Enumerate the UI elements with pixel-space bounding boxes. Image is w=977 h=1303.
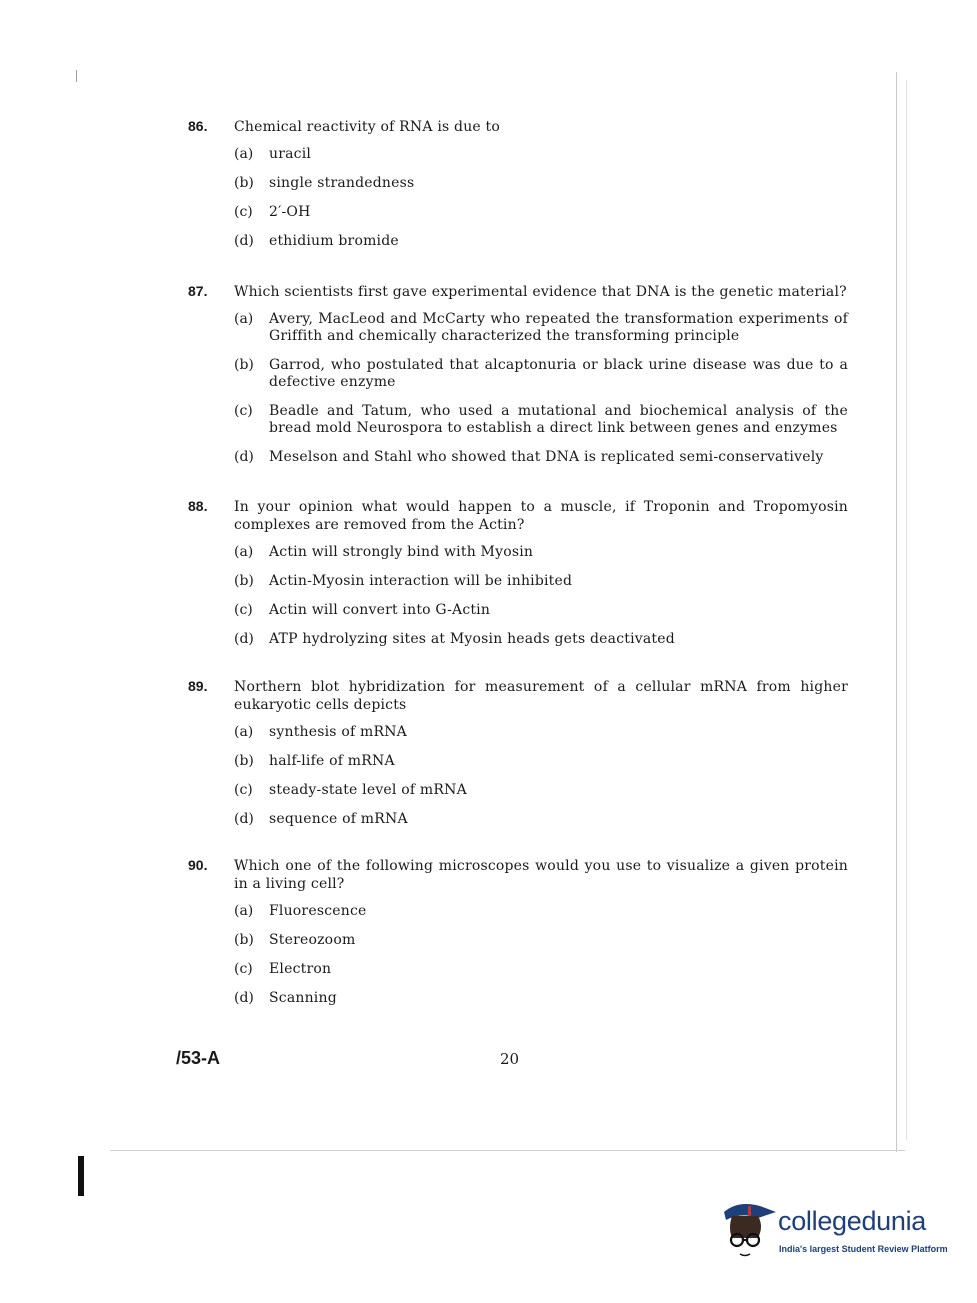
option-list — [234, 903, 848, 1007]
option-text: steady-state level of mRNA — [269, 782, 467, 798]
option-a — [234, 903, 848, 920]
question-text: Which scientists first gave experimental evidence that DNA is the genetic material? — [234, 284, 847, 300]
option-text: uracil — [269, 146, 312, 162]
option-b — [234, 753, 848, 770]
option-list — [234, 724, 848, 828]
option-text: Actin-Myosin interaction will be inhibited — [269, 573, 573, 589]
student-mascot-icon — [718, 1198, 778, 1264]
question-number: 86. — [188, 118, 208, 134]
question-number: 89. — [188, 678, 208, 694]
option-a — [234, 544, 848, 561]
paper-code: /53-A — [176, 1048, 221, 1068]
option-d — [234, 233, 848, 250]
option-label: (c) — [234, 403, 253, 419]
option-text: half-life of mRNA — [269, 753, 395, 769]
option-text: 2′-OH — [269, 204, 311, 220]
option-label: (d) — [234, 449, 254, 465]
option-text: synthesis of mRNA — [269, 724, 407, 740]
option-text: Scanning — [269, 990, 337, 1006]
option-text: Garrod, who postulated that alcaptonuria or black urine disease was due to a defective enzyme — [269, 357, 848, 390]
question-text: Chemical reactivity of RNA is due to — [234, 119, 501, 135]
option-text: Actin will strongly bind with Myosin — [269, 544, 534, 560]
scan-artifact-right-edge-2 — [906, 80, 907, 1140]
option-text: sequence of mRNA — [269, 811, 408, 827]
option-b — [234, 357, 848, 391]
question-87 — [188, 283, 848, 478]
option-list — [234, 311, 848, 466]
option-d — [234, 990, 848, 1007]
question-number: 87. — [188, 283, 208, 299]
question-number: 88. — [188, 498, 208, 514]
option-list — [234, 544, 848, 648]
option-label: (c) — [234, 782, 253, 798]
option-a — [234, 146, 848, 163]
option-list — [234, 146, 848, 250]
question-number: 90. — [188, 857, 208, 873]
option-c — [234, 403, 848, 437]
scan-artifact-right-edge — [896, 72, 897, 1152]
logo-wordmark: collegedunia — [778, 1206, 927, 1236]
option-label: (a) — [234, 903, 254, 919]
option-label: (a) — [234, 311, 254, 327]
option-text: Electron — [269, 961, 332, 977]
option-text: Meselson and Stahl who showed that DNA is replicated semi-conservatively — [269, 449, 824, 465]
question-88 — [188, 498, 848, 660]
scan-artifact-bottom-edge — [110, 1150, 905, 1151]
question-text: Northern blot hybridization for measurement of a cellular mRNA from higher eukaryotic cells depicts — [234, 679, 848, 713]
logo-tagline: India's largest Student Review Platform — [779, 1244, 948, 1254]
option-label: (d) — [234, 990, 254, 1006]
scan-artifact-tick — [76, 70, 77, 82]
option-b — [234, 175, 848, 192]
option-label: (a) — [234, 146, 254, 162]
option-label: (a) — [234, 724, 254, 740]
option-d — [234, 631, 848, 648]
option-label: (b) — [234, 932, 254, 948]
option-text: Actin will convert into G-Actin — [269, 602, 491, 618]
option-label: (b) — [234, 357, 254, 373]
option-label: (b) — [234, 175, 254, 191]
option-c — [234, 961, 848, 978]
option-text: Fluorescence — [269, 903, 367, 919]
option-label: (b) — [234, 753, 254, 769]
option-text: ethidium bromide — [269, 233, 399, 249]
option-c — [234, 602, 848, 619]
option-c — [234, 204, 848, 221]
option-label: (a) — [234, 544, 254, 560]
option-d — [234, 449, 848, 466]
page-number: 20 — [500, 1050, 520, 1068]
option-label: (d) — [234, 631, 254, 647]
question-text: In your opinion what would happen to a muscle, if Troponin and Tropomyosin complexes are removed from the Actin? — [234, 499, 848, 533]
option-text: ATP hydrolyzing sites at Myosin heads gets deactivated — [269, 631, 675, 647]
question-90 — [188, 857, 848, 1019]
option-a — [234, 724, 848, 741]
collegedunia-logo — [718, 1198, 948, 1268]
option-text: Beadle and Tatum, who used a mutational and biochemical analysis of the bread mold Neurospora to establish a direct link between genes and enzymes — [269, 403, 848, 436]
option-label: (c) — [234, 204, 253, 220]
option-text: Avery, MacLeod and McCarty who repeated the transformation experiments of Griffith and chemically characterized the transforming principle — [269, 311, 848, 344]
question-86 — [188, 118, 848, 262]
option-text: single strandedness — [269, 175, 415, 191]
question-89 — [188, 678, 848, 840]
option-b — [234, 932, 848, 949]
option-label: (d) — [234, 811, 254, 827]
option-d — [234, 811, 848, 828]
option-label: (d) — [234, 233, 254, 249]
question-text: Which one of the following microscopes would you use to visualize a given protein in a living cell? — [234, 858, 848, 892]
option-label: (c) — [234, 602, 253, 618]
option-label: (c) — [234, 961, 253, 977]
scan-artifact-left-mark — [78, 1156, 84, 1196]
option-a — [234, 311, 848, 345]
option-b — [234, 573, 848, 590]
option-label: (b) — [234, 573, 254, 589]
option-text: Stereozoom — [269, 932, 356, 948]
option-c — [234, 782, 848, 799]
